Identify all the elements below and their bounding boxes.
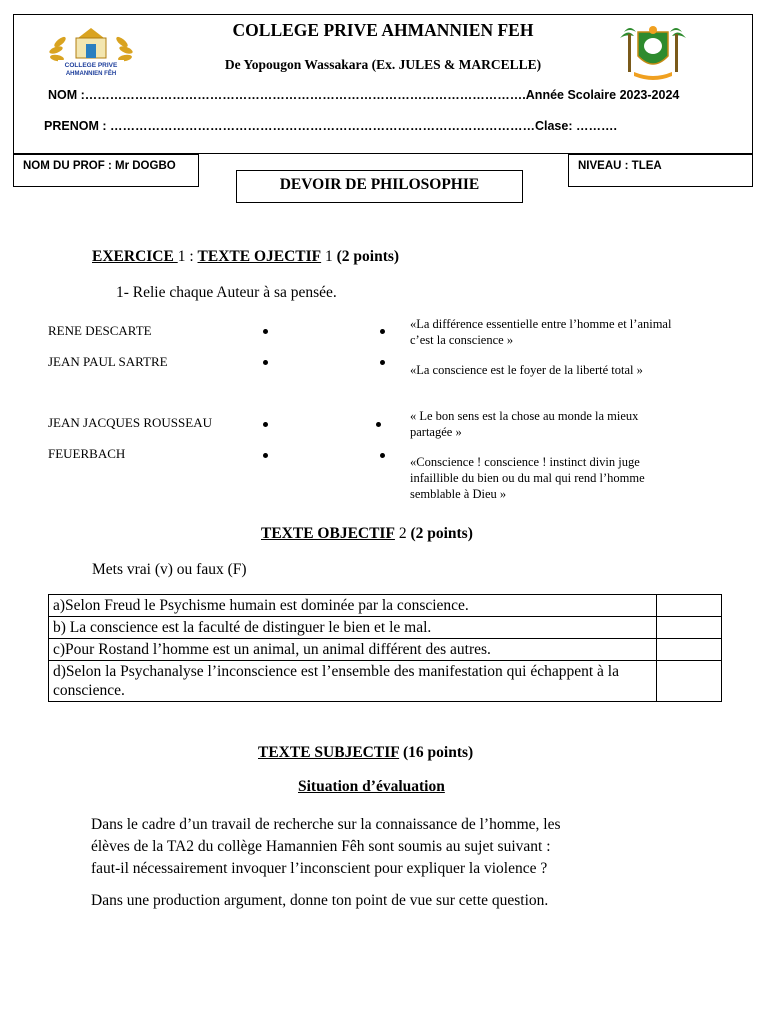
table-row: [49, 617, 722, 639]
situation-line-3: faut-il nécessairement invoquer l’inconscient pour expliquer la violence ?: [91, 860, 548, 877]
subjective-heading: [258, 744, 473, 762]
logo-line-2: AHMANNIEN FÊH: [65, 71, 117, 77]
answer-cell-b[interactable]: [657, 617, 722, 639]
logo-line-1: COLLEGE PRIVE: [64, 62, 118, 69]
true-false-table: [48, 594, 722, 702]
quote-1: [410, 316, 671, 348]
quote-3-dot[interactable]: [376, 422, 381, 427]
exam-title: DEVOIR DE PHILOSOPHIE: [279, 176, 480, 193]
quote-2-dot[interactable]: [380, 360, 385, 365]
exercise1-instruction: 1- Relie chaque Auteur à sa pensée.: [116, 284, 337, 301]
author-3: JEAN JACQUES ROUSSEAU: [48, 415, 212, 430]
quote-4-line-3: semblable à Dieu »: [410, 487, 507, 501]
situation-paragraph: [91, 814, 561, 880]
nom-label: NOM :…………………………………………………………………………………………….: [48, 88, 526, 102]
quote-1-line-2: c’est la conscience »: [410, 333, 514, 347]
author-3-dot[interactable]: [263, 422, 268, 427]
table-row: [49, 661, 722, 702]
exam-title-box: [236, 170, 523, 203]
school-year: Année Scolaire 2023-2024: [525, 88, 680, 102]
quote-2: [410, 362, 643, 378]
author-1: RENE DESCARTE: [48, 323, 152, 338]
quote-2-line-1: «La conscience est le foyer de la liberté total »: [410, 363, 643, 377]
school-logo: [48, 24, 134, 80]
coat-of-arms-emblem: [616, 22, 690, 82]
subjective-label: TEXTE SUBJECTIF: [258, 744, 400, 761]
exercise2-heading: [261, 525, 473, 543]
school-name: COLLEGE PRIVE AHMANNIEN FEH: [232, 20, 534, 40]
quote-4: [410, 454, 645, 502]
statement-a: a)Selon Freud le Psychisme humain est dominée par la conscience.: [49, 595, 657, 617]
teacher-name: NOM DU PROF : Mr DOGBO: [23, 160, 176, 172]
statement-d: d)Selon la Psychanalyse l’inconscience est l’ensemble des manifestation qui échappent à la conscience.: [49, 661, 657, 702]
level: NIVEAU : TLEA: [578, 160, 662, 172]
situation-title: Situation d’évaluation: [298, 778, 445, 795]
exercise2-instruction: Mets vrai (v) ou faux (F): [92, 561, 247, 578]
nom-field: [48, 88, 679, 102]
quote-4-line-1: «Conscience ! conscience ! instinct divin juge: [410, 455, 640, 469]
table-row: [49, 595, 722, 617]
quote-4-dot[interactable]: [380, 453, 385, 458]
level-box: [568, 154, 753, 187]
table-row: [49, 639, 722, 661]
situation-line-2: élèves de la TA2 du collège Hamannien Fêh sont soumis au sujet suivant :: [91, 838, 551, 855]
objective-text-number: 1: [321, 248, 337, 265]
quote-3-line-2: partagée »: [410, 425, 462, 439]
author-2-dot[interactable]: [263, 360, 268, 365]
quote-1-line-1: «La différence essentielle entre l’homme et l’animal: [410, 317, 672, 331]
objective-text-2-label: TEXTE OBJECTIF: [261, 525, 395, 542]
author-1-dot[interactable]: [263, 329, 268, 334]
answer-cell-a[interactable]: [657, 595, 722, 617]
objective-text-2-number: 2: [394, 525, 411, 542]
exercise1-heading: [92, 248, 399, 266]
exercise-label: EXERCICE: [92, 248, 178, 265]
task-instruction: Dans une production argument, donne ton point de vue sur cette question.: [91, 892, 549, 909]
statement-b: b) La conscience est la faculté de distinguer le bien et le mal.: [49, 617, 657, 639]
subjective-points: (16 points): [399, 744, 474, 761]
answer-cell-d[interactable]: [657, 661, 722, 702]
quote-3-line-1: « Le bon sens est la chose au monde la mieux: [410, 409, 639, 423]
objective-text-label: TEXTE OJECTIF: [197, 248, 322, 265]
exercise1-points: (2 points): [336, 248, 400, 265]
prenom-field: PRENOM : …………………………………………………………………………………………Clase: ……….: [44, 119, 617, 133]
answer-cell-c[interactable]: [657, 639, 722, 661]
quote-4-line-2: infaillible du bien ou du mal qui rend l’homme: [410, 471, 645, 485]
author-4: FEUERBACH: [48, 446, 126, 461]
author-2: JEAN PAUL SARTRE: [48, 354, 168, 369]
exercise-number: 1 :: [177, 248, 198, 265]
quote-1-dot[interactable]: [380, 329, 385, 334]
quote-3: [410, 408, 638, 440]
situation-line-1: Dans le cadre d’un travail de recherche sur la connaissance de l’homme, les: [91, 816, 561, 833]
exercise2-points: (2 points): [410, 525, 473, 542]
school-address: De Yopougon Wassakara (Ex. JULES & MARCELLE): [224, 57, 542, 72]
author-4-dot[interactable]: [263, 453, 268, 458]
statement-c: c)Pour Rostand l’homme est un animal, un animal différent des autres.: [49, 639, 657, 661]
teacher-name-box: [13, 154, 199, 187]
